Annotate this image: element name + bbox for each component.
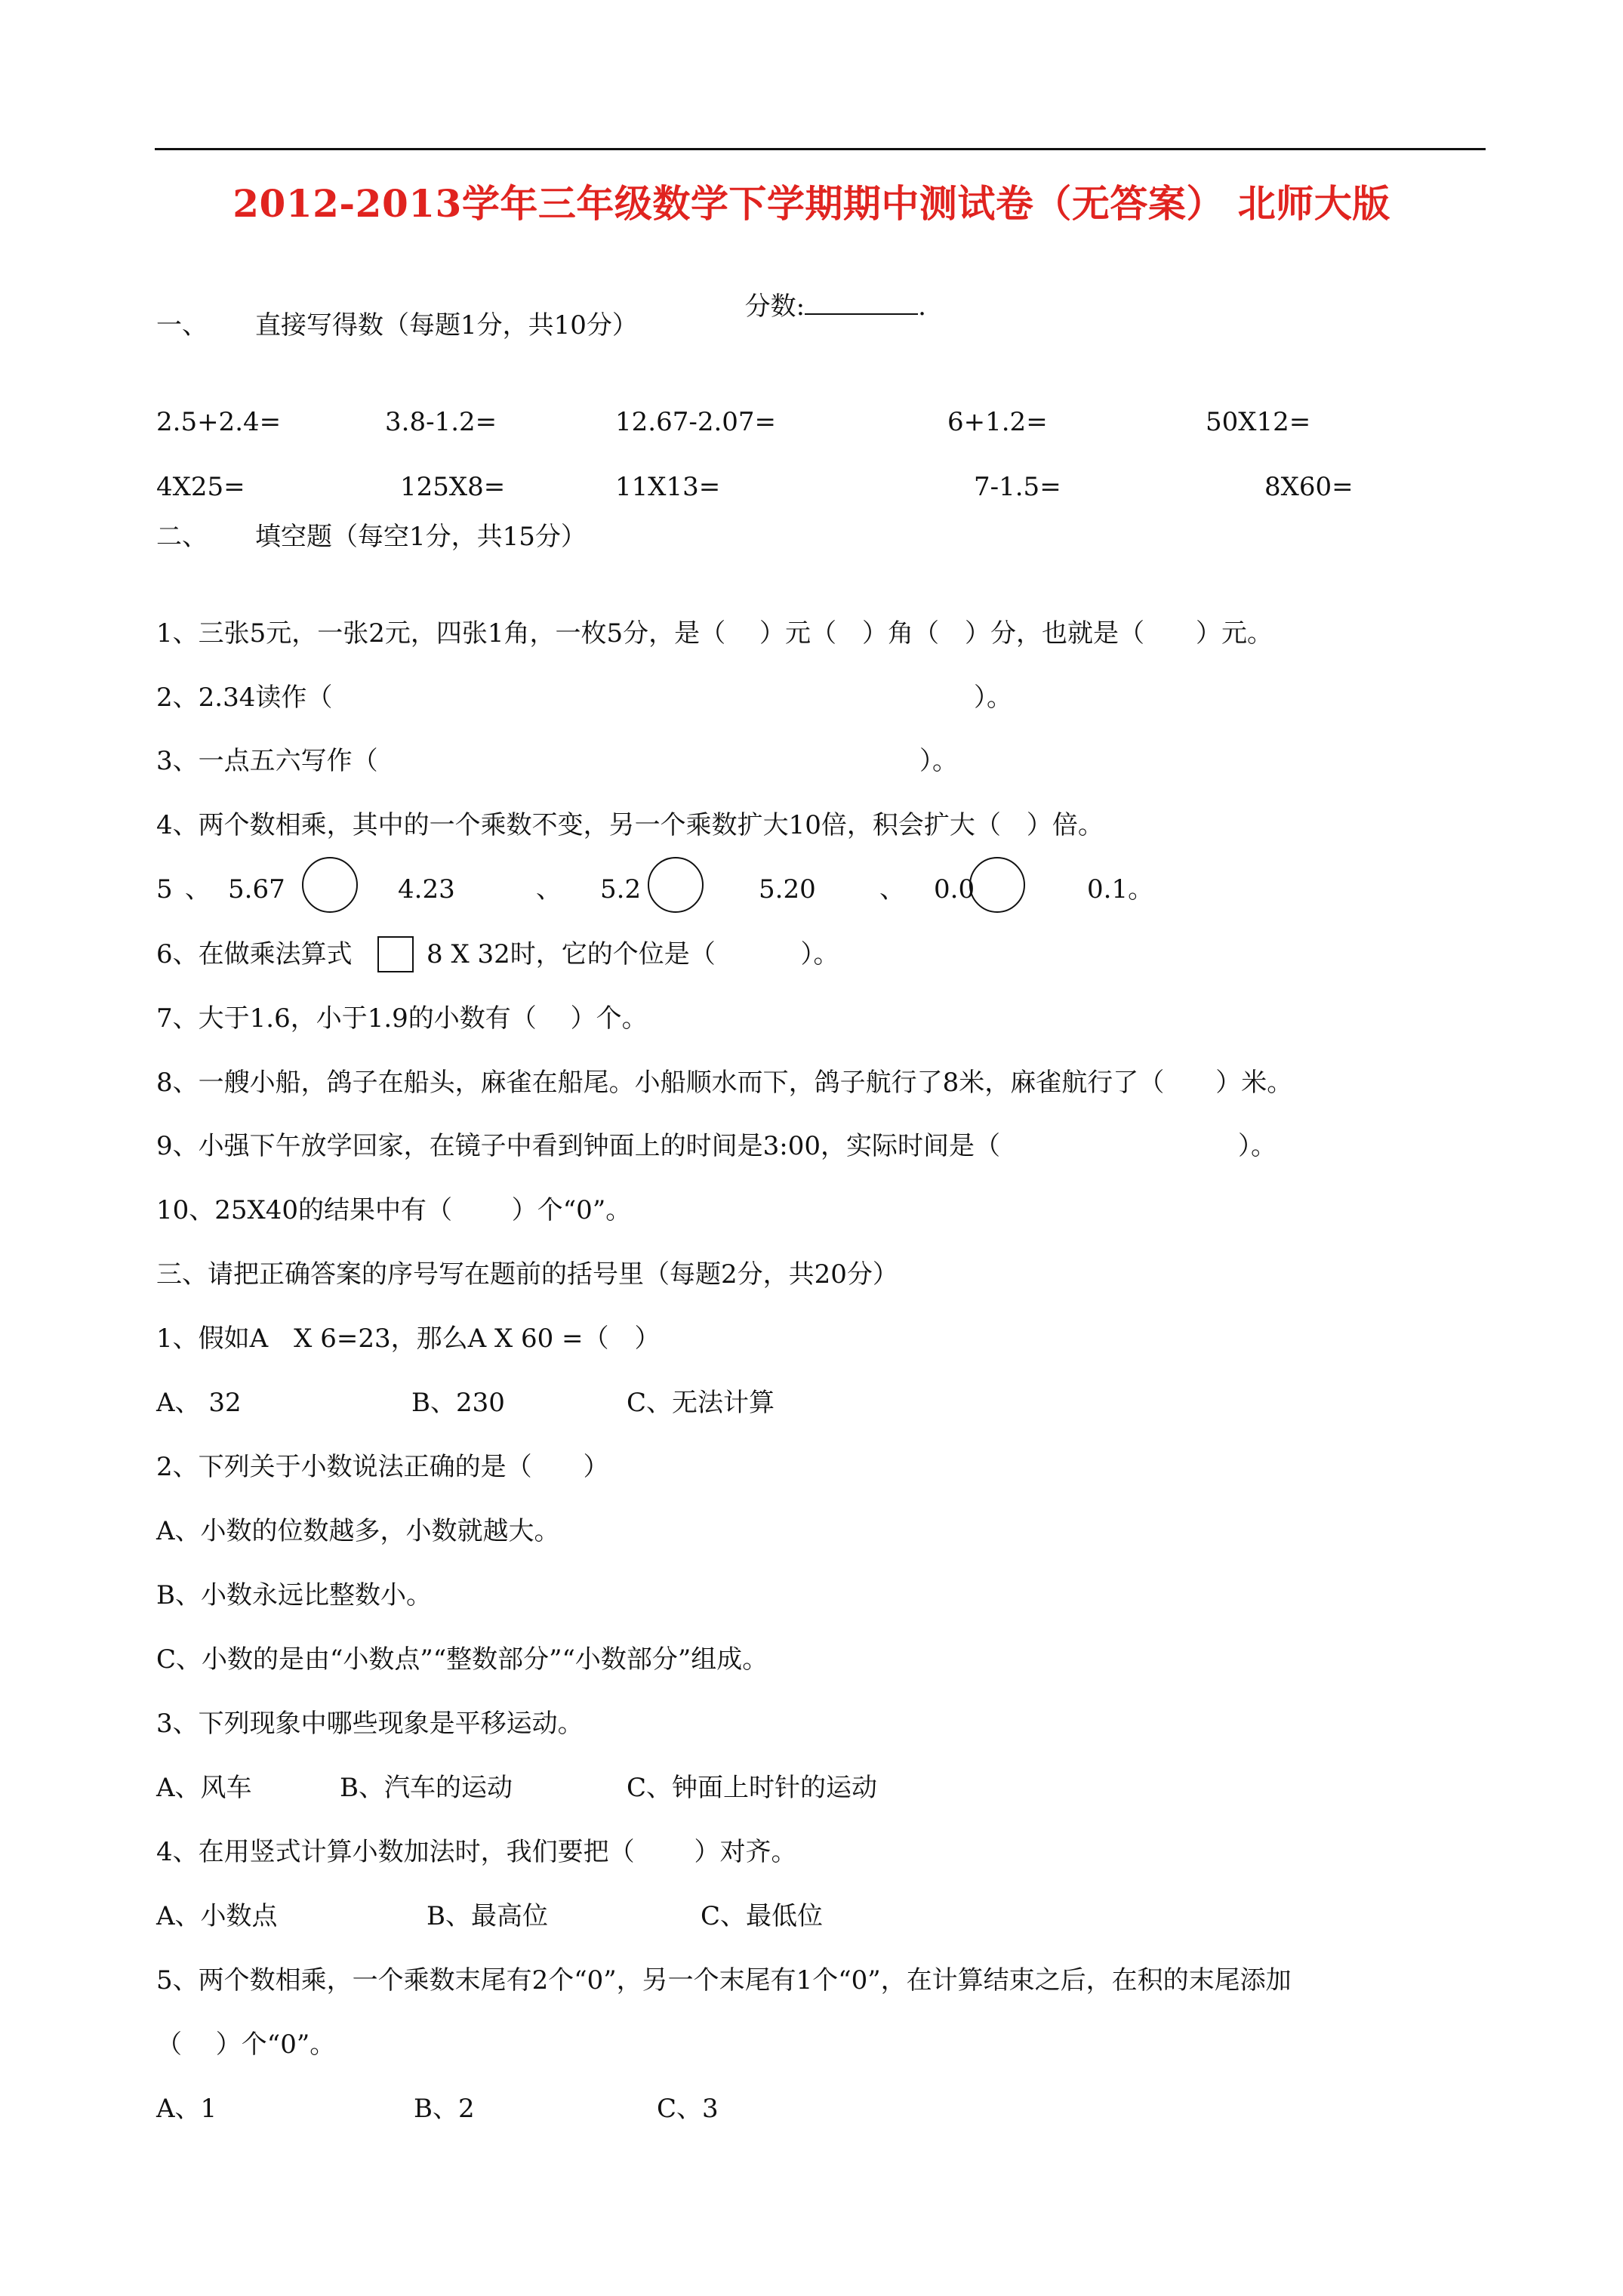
compare-circle[interactable] xyxy=(302,857,358,913)
fill-question-5-sep: 、 xyxy=(536,874,562,905)
section2-heading: 填空题（每空1分，共15分） xyxy=(255,522,587,552)
calc-item: 4X25= xyxy=(156,472,245,502)
compare-right-value: 4.23 xyxy=(398,874,455,905)
fill-question-8: 8、一艘小船，鸽子在船头，麻雀在船尾。小船顺水而下，鸽子航行了8米，麻雀航行了（ ）米。 xyxy=(156,1068,1293,1098)
calc-item: 6+1.2= xyxy=(947,407,1048,437)
choice-option: B、230 xyxy=(411,1388,505,1418)
compare-right-value: 0.1。 xyxy=(1087,874,1154,905)
score-label: 分数: xyxy=(744,291,805,322)
fill-question-1: 1、三张5元，一张2元，四张1角，一枚5分，是（ ）元（ ）角（ ）分，也就是（ ）元。 xyxy=(156,618,1273,649)
fill-question-2-end: ）。 xyxy=(974,683,1012,713)
compare-right-value: 5.20 xyxy=(759,874,816,905)
choice-question-3: 3、下列现象中哪些现象是平移运动。 xyxy=(156,1709,584,1739)
fill-question-4: 4、两个数相乘，其中的一个乘数不变，另一个乘数扩大10倍，积会扩大（ ）倍。 xyxy=(156,810,1104,840)
choice-option: B、最高位 xyxy=(427,1901,548,1931)
choice-option: C、小数的是由“小数点”“整数部分”“小数部分”组成。 xyxy=(156,1644,768,1675)
calc-item: 50X12= xyxy=(1206,407,1311,437)
fill-question-3-end: ）。 xyxy=(919,746,958,776)
score-suffix: . xyxy=(918,291,926,322)
fill-question-3: 3、一点五六写作（ xyxy=(156,746,378,776)
fill-question-9-end: ）。 xyxy=(1238,1131,1277,1161)
choice-question-2: 2、下列关于小数说法正确的是（ ） xyxy=(156,1452,609,1482)
top-rule xyxy=(155,148,1486,150)
choice-option: C、3 xyxy=(657,2094,719,2124)
choice-question-4: 4、在用竖式计算小数加法时，我们要把（ ）对齐。 xyxy=(156,1837,797,1867)
compare-circle[interactable] xyxy=(648,857,704,913)
page-title: 2012-2013学年三年级数学下学期期中测试卷（无答案） 北师大版 xyxy=(233,181,1390,226)
compare-left-value: 5.67 xyxy=(228,874,285,905)
compare-circle[interactable] xyxy=(969,857,1025,913)
choice-option: A、1 xyxy=(156,2094,217,2124)
section3-heading: 三、请把正确答案的序号写在题前的括号里（每题2分，共20分） xyxy=(156,1259,898,1290)
fill-question-5-sep: 、 xyxy=(185,874,211,905)
fill-question-9: 9、小强下午放学回家，在镜子中看到钟面上的时间是3:00，实际时间是（ xyxy=(156,1131,1000,1161)
choice-question-5-cont: （ ）个“0”。 xyxy=(156,2029,336,2060)
calc-item: 2.5+2.4= xyxy=(156,407,282,437)
fill-question-7: 7、大于1.6，小于1.9的小数有（ ）个。 xyxy=(156,1003,648,1034)
score-blank[interactable] xyxy=(805,291,918,315)
calc-item: 125X8= xyxy=(400,472,506,502)
fill-question-10: 10、25X40的结果中有（ ）个“0”。 xyxy=(156,1195,632,1225)
choice-option: A、小数点 xyxy=(156,1901,278,1931)
fill-question-5-sep: 、 xyxy=(879,874,905,905)
section2-heading-num: 二、 xyxy=(156,522,208,552)
choice-option: B、汽车的运动 xyxy=(340,1773,513,1803)
choice-option: A、小数的位数越多，小数就越大。 xyxy=(156,1516,560,1546)
calc-item: 7-1.5= xyxy=(974,472,1061,502)
fill-question-6-end: 8 X 32时，它的个位是（ ）。 xyxy=(427,939,839,969)
calc-item: 11X13= xyxy=(615,472,721,502)
fill-question-6: 6、在做乘法算式 xyxy=(156,939,353,969)
choice-question-5: 5、两个数相乘，一个乘数末尾有2个“0”，另一个末尾有1个“0”，在计算结束之后，在积的末尾添加 xyxy=(156,1965,1292,1996)
calc-item: 8X60= xyxy=(1264,472,1354,502)
choice-option: B、2 xyxy=(414,2094,475,2124)
compare-left-value: 5.2 xyxy=(600,874,642,905)
compare-left-value: 0.0 xyxy=(934,874,975,905)
calc-item: 3.8-1.2= xyxy=(385,407,497,437)
section1-heading-num: 一、 xyxy=(156,310,208,341)
fill-question-2: 2、2.34读作（ xyxy=(156,683,333,713)
answer-box[interactable] xyxy=(377,936,414,972)
choice-option: A、 32 xyxy=(156,1388,242,1418)
choice-option: C、最低位 xyxy=(701,1901,824,1931)
choice-option: C、无法计算 xyxy=(627,1388,775,1418)
fill-question-5-num: 5 xyxy=(156,874,173,905)
choice-option: A、风车 xyxy=(156,1773,252,1803)
section1-heading: 直接写得数（每题1分，共10分） xyxy=(255,310,638,341)
choice-option: C、钟面上时针的运动 xyxy=(627,1773,878,1803)
calc-item: 12.67-2.07= xyxy=(615,407,777,437)
score-line xyxy=(728,259,926,322)
choice-option: B、小数永远比整数小。 xyxy=(156,1580,432,1610)
choice-question-1: 1、假如A X 6=23，那么A X 60 =（ ） xyxy=(156,1324,661,1354)
